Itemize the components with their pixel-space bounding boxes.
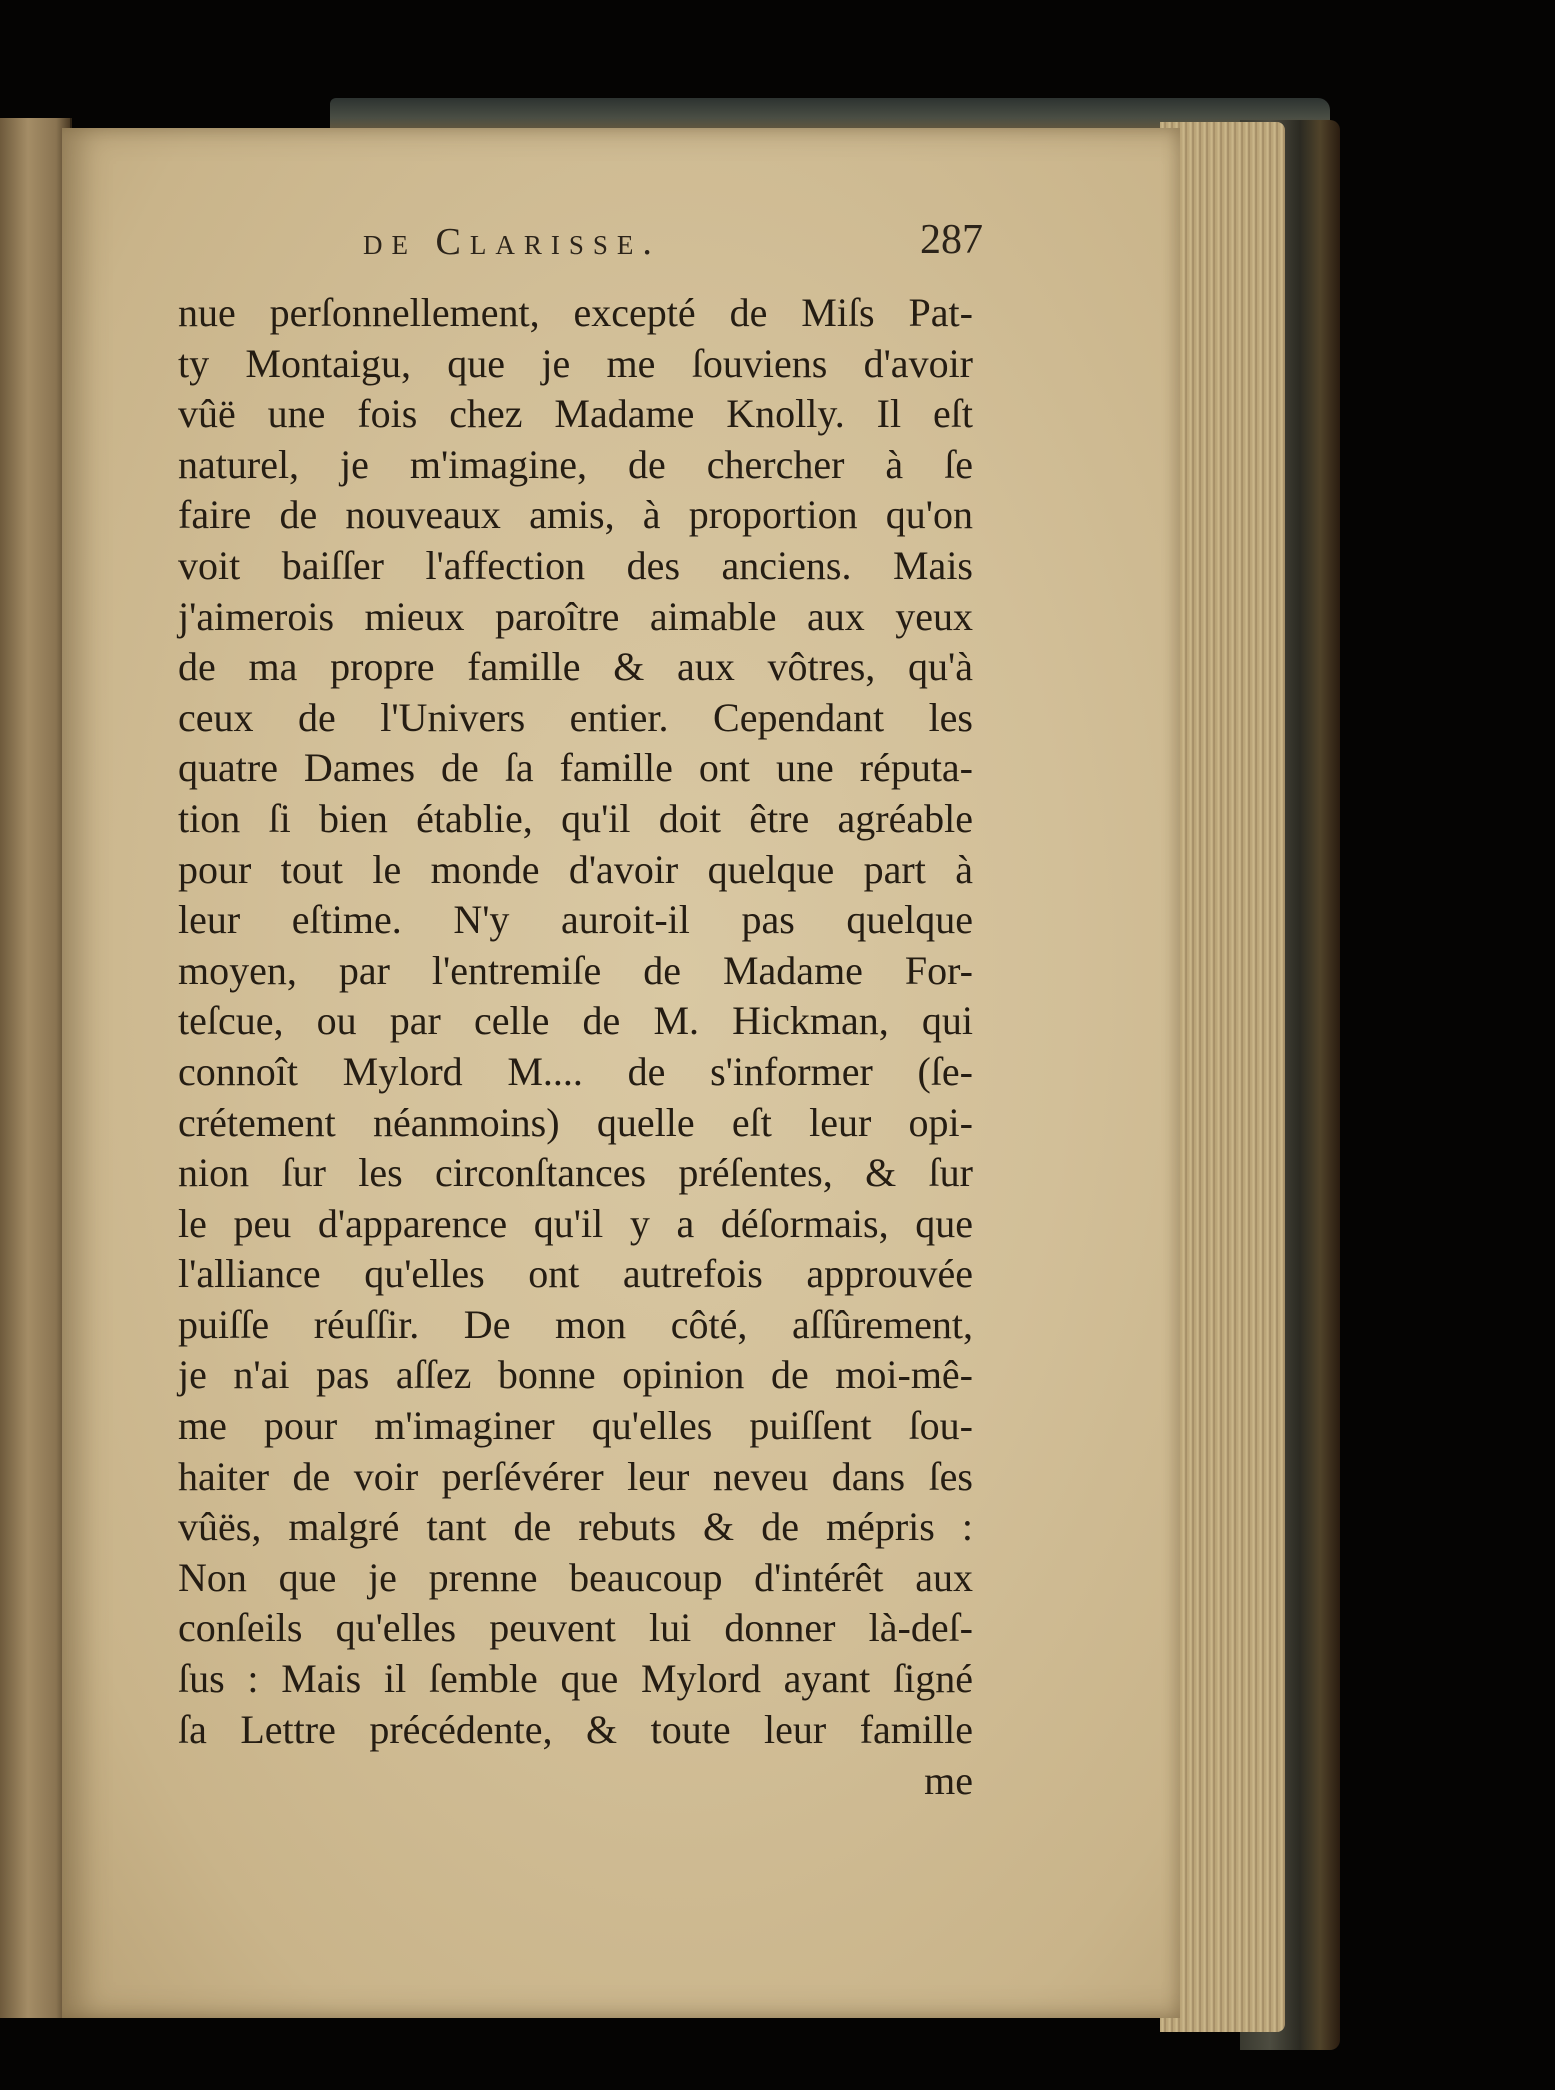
body-text	[178, 288, 973, 1755]
text-line: ty Montaigu, que je me ſouviens d'avoir	[178, 340, 973, 386]
running-head	[363, 210, 983, 270]
text-line: pour tout le monde d'avoir quelque part à	[178, 846, 973, 892]
catchword: me	[924, 1758, 973, 1803]
text-line: voit baiſſer l'affection des anciens. Mais	[178, 542, 973, 588]
text-line: moyen, par l'entremiſe de Madame For-	[178, 947, 973, 993]
text-line: je n'ai pas aſſez bonne opinion de moi-mê-	[178, 1352, 973, 1398]
text-line: naturel, je m'imagine, de chercher à ſe	[178, 441, 973, 487]
text-line: haiter de voir perſévérer leur neveu dans ſes	[178, 1453, 973, 1499]
text-line: l'alliance qu'elles ont autrefois approuvée	[178, 1251, 973, 1297]
text-line: leur eſtime. N'y auroit-il pas quelque	[178, 897, 973, 943]
text-line: teſcue, ou par celle de M. Hickman, qui	[178, 998, 973, 1044]
text-line: quatre Dames de ſa famille ont une réputa-	[178, 745, 973, 791]
text-line: ceux de l'Univers entier. Cependant les	[178, 694, 973, 740]
text-line: ſus : Mais il ſemble que Mylord ayant ſigné	[178, 1656, 973, 1702]
text-line: conſeils qu'elles peuvent lui donner là-deſ-	[178, 1605, 973, 1651]
text-line: j'aimerois mieux paroître aimable aux yeux	[178, 593, 973, 639]
text-line: vûës, malgré tant de rebuts & de mépris :	[178, 1504, 973, 1550]
text-line: crétement néanmoins) quelle eſt leur opi-	[178, 1099, 973, 1145]
page-number: 287	[920, 217, 983, 263]
text-line: Non que je prenne beaucoup d'intérêt aux	[178, 1554, 973, 1600]
text-line: nion ſur les circonſtances préſentes, & ſur	[178, 1150, 973, 1196]
text-line: ſa Lettre précédente, & toute leur famille	[178, 1706, 973, 1752]
text-line: puiſſe réuſſir. De mon côté, aſſûrement,	[178, 1301, 973, 1347]
running-title: de Clarisse.	[363, 221, 661, 263]
text-line: connoît Mylord M.... de s'informer (ſe-	[178, 1048, 973, 1094]
text-line: vûë une fois chez Madame Knolly. Il eſt	[178, 391, 973, 437]
text-line: le peu d'apparence qu'il y a déſormais, que	[178, 1200, 973, 1246]
text-line: tion ſi bien établie, qu'il doit être agréable	[178, 795, 973, 841]
text-line: nue perſonnellement, excepté de Miſs Pat-	[178, 290, 973, 335]
text-line: me pour m'imaginer qu'elles puiſſent ſou-	[178, 1403, 973, 1449]
text-line: de ma propre famille & aux vôtres, qu'à	[178, 644, 973, 690]
text-line: faire de nouveaux amis, à proportion qu'on	[178, 492, 973, 538]
